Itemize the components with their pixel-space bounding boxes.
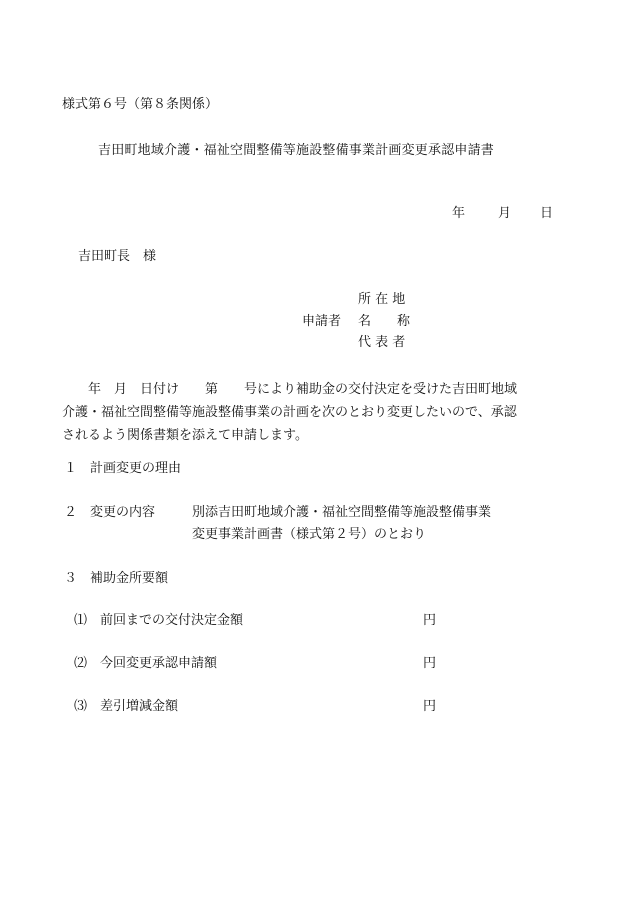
amount-item-2-unit: 円 bbox=[423, 656, 437, 671]
amount-item-3-label: ⑶ 差引増減金額 bbox=[74, 699, 179, 714]
addressee: 吉田町長 様 bbox=[78, 249, 157, 264]
body-line-1: 年 月 日付け 第 号により補助金の交付決定を受けた吉田町地域 bbox=[88, 382, 518, 397]
amount-item-1-unit: 円 bbox=[423, 613, 437, 628]
body-line-2: 介護・福祉空間整備等施設整備事業の計画を次のとおり変更したいので、承認 bbox=[62, 405, 517, 420]
body-paragraph bbox=[62, 378, 582, 447]
form-number: 様式第６号（第８条関係） bbox=[62, 97, 219, 112]
amount-item-2-label: ⑵ 今回変更承認申請額 bbox=[74, 656, 218, 671]
date-year-label: 年 bbox=[452, 206, 466, 221]
applicant-representative-label: 代 表 者 bbox=[358, 335, 406, 350]
document-title: 吉田町地域介護・福祉空間整備等施設整備事業計画変更承認申請書 bbox=[98, 143, 495, 158]
amount-item-3-unit: 円 bbox=[423, 699, 437, 714]
applicant-address-label: 所 在 地 bbox=[358, 292, 406, 307]
body-line-3: されるよう関係書類を添えて申請します。 bbox=[62, 428, 308, 443]
amount-item-1-label: ⑴ 前回までの交付決定金額 bbox=[74, 613, 244, 628]
section-3-heading: ３ 補助金所要額 bbox=[64, 571, 169, 586]
section-1-heading: １ 計画変更の理由 bbox=[64, 461, 182, 476]
applicant-role-label: 申請者 bbox=[302, 314, 342, 329]
date-month-label: 月 bbox=[498, 206, 512, 221]
date-day-label: 日 bbox=[540, 206, 554, 221]
section-2-content-line-2: 変更事業計画書（様式第２号）のとおり bbox=[192, 527, 427, 542]
section-2-heading: ２ 変更の内容 bbox=[64, 505, 156, 520]
applicant-name-label: 名 称 bbox=[358, 314, 411, 329]
section-2-content-line-1: 別添吉田町地域介護・福祉空間整備等施設整備事業 bbox=[192, 505, 492, 520]
